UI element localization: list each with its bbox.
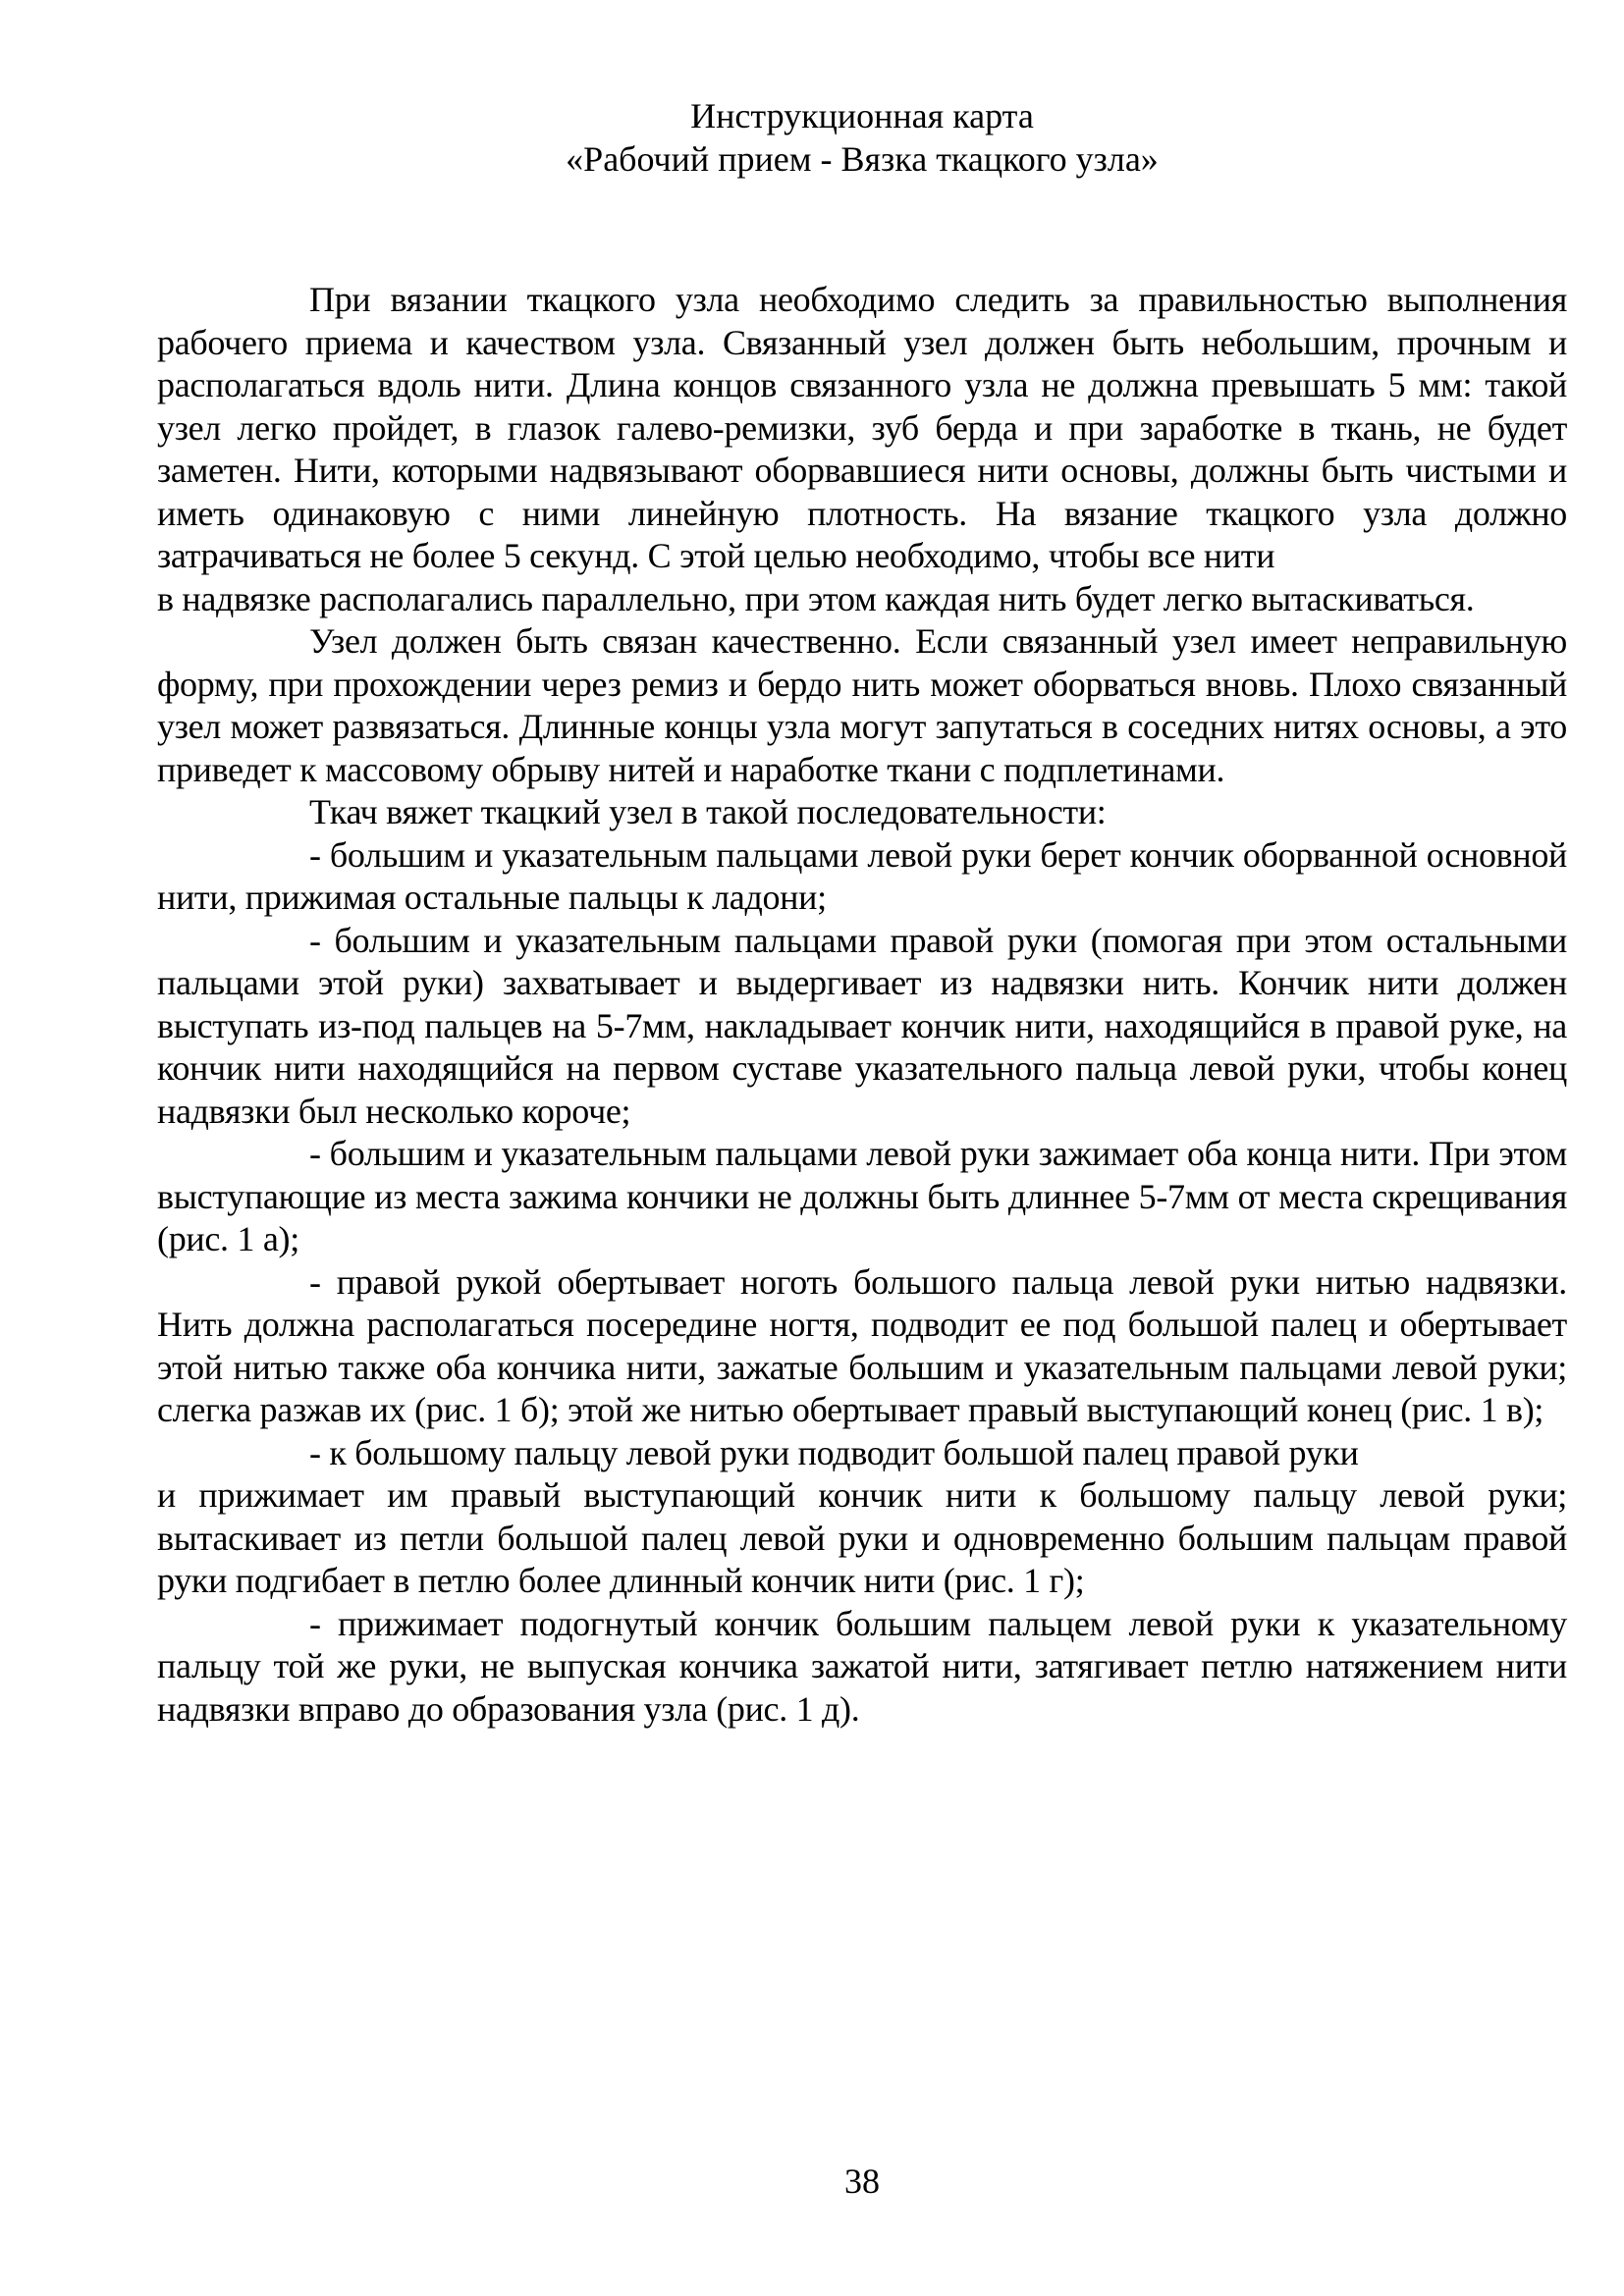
page-number: 38 [844, 2162, 880, 2201]
document-body [157, 279, 1567, 1731]
paragraph: и прижимает им правый выступающий кончик нити к большому пальцу левой руки; вытаскивает из петли большой палец левой руки и одновременно большим пальцам правой руки подгибает в петлю более длинный кончик нити (рис. 1 г); [157, 1475, 1567, 1600]
document-title [157, 94, 1567, 181]
paragraph: в надвязке располагались параллельно, при этом каждая нить будет легко вытаскиваться. [157, 578, 1475, 618]
title-line-1: Инструкционная карта [690, 96, 1034, 135]
paragraph: При вязании ткацкого узла необходимо следить за правильностью выполнения рабочего приема и качеством узла. Связанный узел должен быть небольшим, прочным и располагаться вдоль нити. Длина концов связанного узла не должна превышать 5 мм: такой узел легко пройдет, в глазок галево-ремизки, зуб берда и при заработке в ткань, не будет заметен. Нити, которыми надвязывают оборвавшиеся нити основы, должны быть чистыми и иметь одинаковую с ними линейную плотность. На вязание ткацкого узла должно затрачиваться не более 5 секунд. С этой целью необходимо, чтобы все нити [157, 280, 1567, 575]
paragraph: Ткач вяжет ткацкий узел в такой последовательности: [309, 792, 1107, 831]
page-content [157, 94, 1567, 1731]
paragraph: - большим и указательным пальцами правой руки (помогая при этом остальными пальцами этой руки) захватывает и выдергивает из надвязки нить. Кончик нити должен выступать из-под пальцев на 5-7мм, накладывает кончик нити, находящийся в правой руке, на кончик нити находящийся на первом суставе указательного пальца левой руки, чтобы конец надвязки был несколько короче; [157, 920, 1567, 1131]
paragraph: - правой рукой обертывает ноготь большого пальца левой руки нитью надвязки. Нить должна располагаться посередине ногтя, подводит ее под большой палец и обертывает этой нитью также оба кончика нити, зажатые большим и указательным пальцами левой руки; слегка разжав их (рис. 1 б); этой же нитью обертывает правый выступающий конец (рис. 1 в); [157, 1261, 1567, 1429]
paragraph: - большим и указательным пальцами левой руки зажимает оба конца нити. При этом выступающие из места зажима кончики не должны быть длиннее 5-7мм от места скрещивания (рис. 1 а); [157, 1134, 1567, 1258]
paragraph: - большим и указательным пальцами левой руки берет кончик оборванной основной нити, прижимая остальные пальцы к ладони; [157, 834, 1567, 917]
paragraph: Узел должен быть связан качественно. Если связанный узел имеет неправильную форму, при прохождении через ремиз и бердо нить может оборваться вновь. Плохо связанный узел может развязаться. Длинные концы узла могут запутаться в соседних нитях основы, а это приведет к массовому обрыву нитей и наработке ткани с подплетинами. [157, 621, 1567, 789]
paragraph: - к большому пальцу левой руки подводит большой палец правой руки [309, 1432, 1359, 1472]
paragraph: - прижимает подогнутый кончик большим пальцем левой руки к указательному пальцу той же руки, не выпуская кончика зажатой нити, затягивает петлю натяжением нити надвязки вправо до образования узла (рис. 1 д). [157, 1603, 1567, 1729]
title-line-2: «Рабочий прием - Вязка ткацкого узла» [566, 139, 1159, 179]
